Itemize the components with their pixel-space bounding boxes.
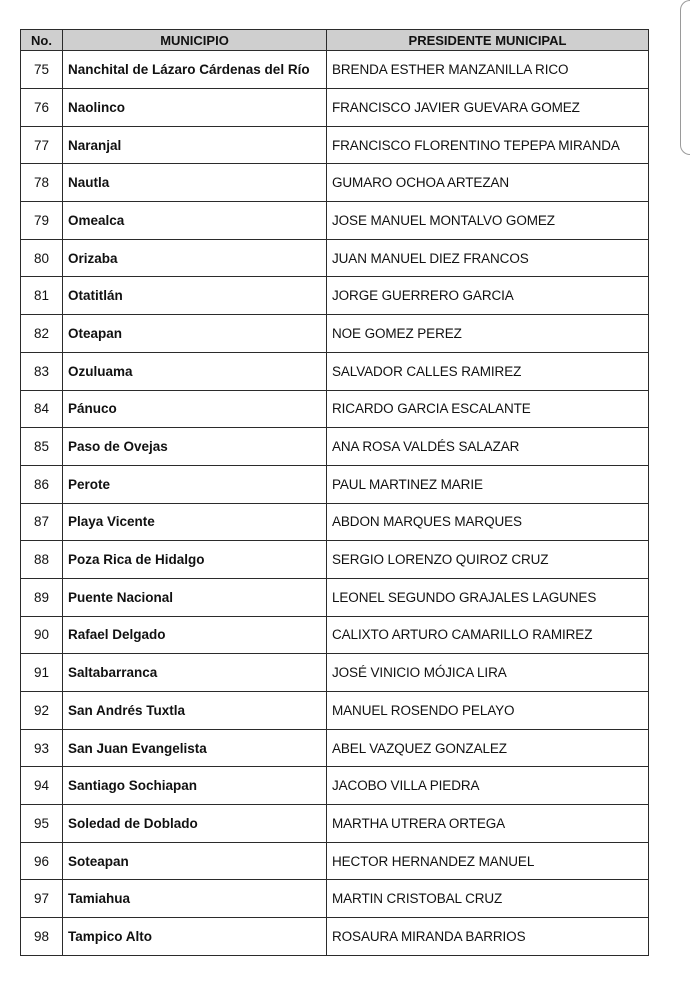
row-number: 97 bbox=[21, 880, 63, 918]
table-row bbox=[21, 729, 649, 767]
presidente-name: ABEL VAZQUEZ GONZALEZ bbox=[327, 729, 649, 767]
table-row bbox=[21, 239, 649, 277]
table-row bbox=[21, 767, 649, 805]
municipio-name: Otatitlán bbox=[63, 277, 327, 315]
presidente-name: CALIXTO ARTURO CAMARILLO RAMIREZ bbox=[327, 616, 649, 654]
municipio-name: Perote bbox=[63, 465, 327, 503]
row-number: 89 bbox=[21, 578, 63, 616]
row-number: 78 bbox=[21, 164, 63, 202]
table-row bbox=[21, 692, 649, 730]
row-number: 79 bbox=[21, 202, 63, 240]
table-header bbox=[21, 30, 649, 51]
row-number: 84 bbox=[21, 390, 63, 428]
row-number: 81 bbox=[21, 277, 63, 315]
table-row bbox=[21, 541, 649, 579]
table-body bbox=[21, 51, 649, 956]
municipio-name: Rafael Delgado bbox=[63, 616, 327, 654]
presidente-name: LEONEL SEGUNDO GRAJALES LAGUNES bbox=[327, 578, 649, 616]
municipio-name: Nanchital de Lázaro Cárdenas del Río bbox=[63, 51, 327, 89]
table-row bbox=[21, 578, 649, 616]
table-row bbox=[21, 503, 649, 541]
row-number: 85 bbox=[21, 428, 63, 466]
presidente-name: JOSE MANUEL MONTALVO GOMEZ bbox=[327, 202, 649, 240]
row-number: 77 bbox=[21, 126, 63, 164]
row-number: 86 bbox=[21, 465, 63, 503]
municipio-name: Soledad de Doblado bbox=[63, 805, 327, 843]
presidente-name: SALVADOR CALLES RAMIREZ bbox=[327, 352, 649, 390]
presidente-name: MANUEL ROSENDO PELAYO bbox=[327, 692, 649, 730]
presidente-name: FRANCISCO FLORENTINO TEPEPA MIRANDA bbox=[327, 126, 649, 164]
municipio-name: Ozuluama bbox=[63, 352, 327, 390]
table-row bbox=[21, 352, 649, 390]
header-no: No. bbox=[21, 30, 63, 51]
presidente-name: JUAN MANUEL DIEZ FRANCOS bbox=[327, 239, 649, 277]
presidente-name: BRENDA ESTHER MANZANILLA RICO bbox=[327, 51, 649, 89]
municipio-name: Puente Nacional bbox=[63, 578, 327, 616]
row-number: 83 bbox=[21, 352, 63, 390]
table-row bbox=[21, 51, 649, 89]
table-row bbox=[21, 390, 649, 428]
municipio-name: Nautla bbox=[63, 164, 327, 202]
table-row bbox=[21, 880, 649, 918]
table-row bbox=[21, 315, 649, 353]
row-number: 93 bbox=[21, 729, 63, 767]
table-row bbox=[21, 428, 649, 466]
municipio-name: Pánuco bbox=[63, 390, 327, 428]
table-row bbox=[21, 918, 649, 956]
table-row bbox=[21, 89, 649, 127]
municipio-name: Omealca bbox=[63, 202, 327, 240]
municipal-presidents-table bbox=[20, 29, 649, 956]
municipio-name: Saltabarranca bbox=[63, 654, 327, 692]
header-municipio: MUNICIPIO bbox=[63, 30, 327, 51]
row-number: 92 bbox=[21, 692, 63, 730]
row-number: 94 bbox=[21, 767, 63, 805]
row-number: 91 bbox=[21, 654, 63, 692]
presidente-name: ANA ROSA VALDÉS SALAZAR bbox=[327, 428, 649, 466]
row-number: 76 bbox=[21, 89, 63, 127]
header-row bbox=[21, 30, 649, 51]
presidente-name: FRANCISCO JAVIER GUEVARA GOMEZ bbox=[327, 89, 649, 127]
header-presidente: PRESIDENTE MUNICIPAL bbox=[327, 30, 649, 51]
municipio-name: Naranjal bbox=[63, 126, 327, 164]
row-number: 98 bbox=[21, 918, 63, 956]
table-row bbox=[21, 616, 649, 654]
municipio-name: Orizaba bbox=[63, 239, 327, 277]
presidente-name: PAUL MARTINEZ MARIE bbox=[327, 465, 649, 503]
side-bracket-decoration bbox=[680, 0, 690, 155]
table-row bbox=[21, 842, 649, 880]
presidente-name: ROSAURA MIRANDA BARRIOS bbox=[327, 918, 649, 956]
table-row bbox=[21, 465, 649, 503]
municipio-name: Tamiahua bbox=[63, 880, 327, 918]
row-number: 80 bbox=[21, 239, 63, 277]
presidente-name: ABDON MARQUES MARQUES bbox=[327, 503, 649, 541]
municipio-name: Playa Vicente bbox=[63, 503, 327, 541]
table-row bbox=[21, 805, 649, 843]
row-number: 87 bbox=[21, 503, 63, 541]
row-number: 88 bbox=[21, 541, 63, 579]
row-number: 82 bbox=[21, 315, 63, 353]
table-row bbox=[21, 202, 649, 240]
table-row bbox=[21, 654, 649, 692]
presidente-name: NOE GOMEZ PEREZ bbox=[327, 315, 649, 353]
table-row bbox=[21, 277, 649, 315]
presidente-name: JOSÉ VINICIO MÓJICA LIRA bbox=[327, 654, 649, 692]
table-row bbox=[21, 126, 649, 164]
municipio-name: Oteapan bbox=[63, 315, 327, 353]
municipio-name: San Juan Evangelista bbox=[63, 729, 327, 767]
presidente-name: HECTOR HERNANDEZ MANUEL bbox=[327, 842, 649, 880]
municipio-name: San Andrés Tuxtla bbox=[63, 692, 327, 730]
row-number: 90 bbox=[21, 616, 63, 654]
presidente-name: MARTHA UTRERA ORTEGA bbox=[327, 805, 649, 843]
presidente-name: MARTIN CRISTOBAL CRUZ bbox=[327, 880, 649, 918]
presidente-name: GUMARO OCHOA ARTEZAN bbox=[327, 164, 649, 202]
municipio-name: Naolinco bbox=[63, 89, 327, 127]
row-number: 96 bbox=[21, 842, 63, 880]
municipio-name: Paso de Ovejas bbox=[63, 428, 327, 466]
row-number: 95 bbox=[21, 805, 63, 843]
municipio-name: Poza Rica de Hidalgo bbox=[63, 541, 327, 579]
presidente-name: JACOBO VILLA PIEDRA bbox=[327, 767, 649, 805]
row-number: 75 bbox=[21, 51, 63, 89]
municipio-name: Santiago Sochiapan bbox=[63, 767, 327, 805]
presidente-name: JORGE GUERRERO GARCIA bbox=[327, 277, 649, 315]
table-row bbox=[21, 164, 649, 202]
presidente-name: SERGIO LORENZO QUIROZ CRUZ bbox=[327, 541, 649, 579]
municipio-name: Tampico Alto bbox=[63, 918, 327, 956]
presidente-name: RICARDO GARCIA ESCALANTE bbox=[327, 390, 649, 428]
municipio-name: Soteapan bbox=[63, 842, 327, 880]
